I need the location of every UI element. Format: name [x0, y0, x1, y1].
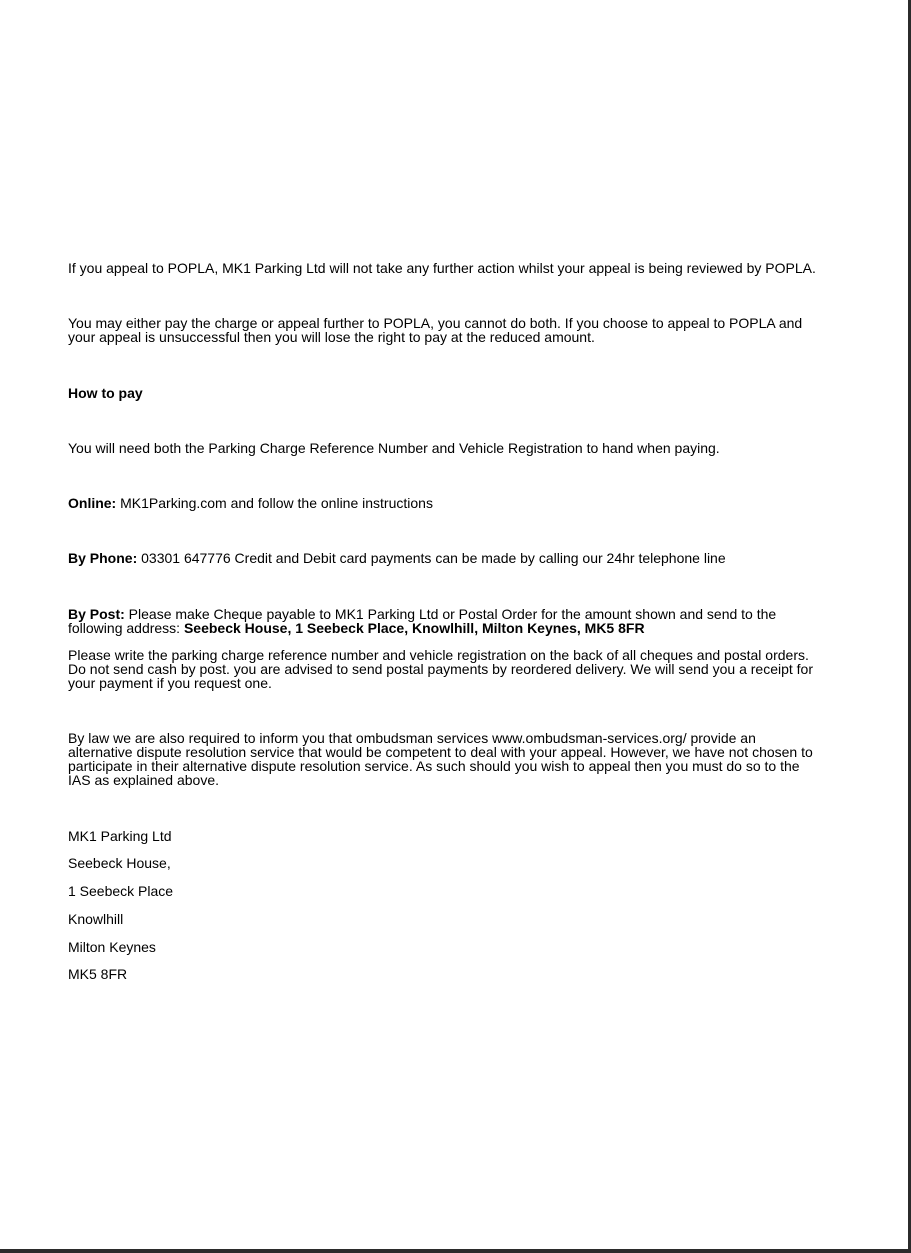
post-instructions-paragraph: Please write the parking charge reference number and vehicle registration on the back of all cheques and postal orders. Do not send cash by post. you are advised to send postal payments by reordered delivery. We will send you a receipt for your payment if you request one. — [68, 647, 813, 691]
address-line: 1 Seebeck Place — [68, 883, 174, 899]
how-to-pay-heading: How to pay — [68, 385, 143, 401]
online-payment-line — [68, 496, 828, 510]
post-label: By Post: — [68, 606, 125, 622]
address-line: Milton Keynes — [68, 939, 156, 955]
address-line: Seebeck House, — [68, 855, 171, 871]
post-text: Please make Cheque payable to MK1 Parking Ltd or Postal Order for the amount shown and send to the following address: — [68, 606, 777, 636]
ombudsman-paragraph: By law we are also required to inform you that ombudsman services www.ombudsman-services.org/ provide an alternative dispute resolution service that would be competent to deal with your appeal. However, we have not chosen to participate in their alternative dispute resolution service. As such should you wish to appeal then you must do so to the IAS as explained above. — [68, 730, 813, 788]
popla-notice: If you appeal to POPLA, MK1 Parking Ltd will not take any further action whilst your appeal is being reviewed by POPLA. — [68, 260, 816, 276]
online-text: MK1Parking.com and follow the online instructions — [116, 495, 433, 511]
pay-or-appeal-paragraph: You may either pay the charge or appeal further to POPLA, you cannot do both. If you choose to appeal to POPLA and your appeal is unsuccessful then you will lose the right to pay at the reduced amount. — [68, 315, 803, 345]
address-line: MK1 Parking Ltd — [68, 828, 172, 844]
phone-text: 03301 647776 Credit and Debit card payments can be made by calling our 24hr telephone line — [137, 550, 726, 566]
address-line: Knowlhill — [68, 911, 124, 927]
reference-needed-paragraph: You will need both the Parking Charge Reference Number and Vehicle Registration to hand when paying. — [68, 440, 720, 456]
post-address: Seebeck House, 1 Seebeck Place, Knowlhill, Milton Keynes, MK5 8FR — [183, 620, 645, 636]
address-line: MK5 8FR — [68, 966, 128, 982]
online-label: Online: — [68, 495, 117, 511]
phone-label: By Phone: — [68, 550, 138, 566]
phone-payment-line — [68, 551, 828, 565]
page-edge-bottom — [0, 1249, 911, 1253]
post-payment-paragraph — [68, 607, 826, 635]
